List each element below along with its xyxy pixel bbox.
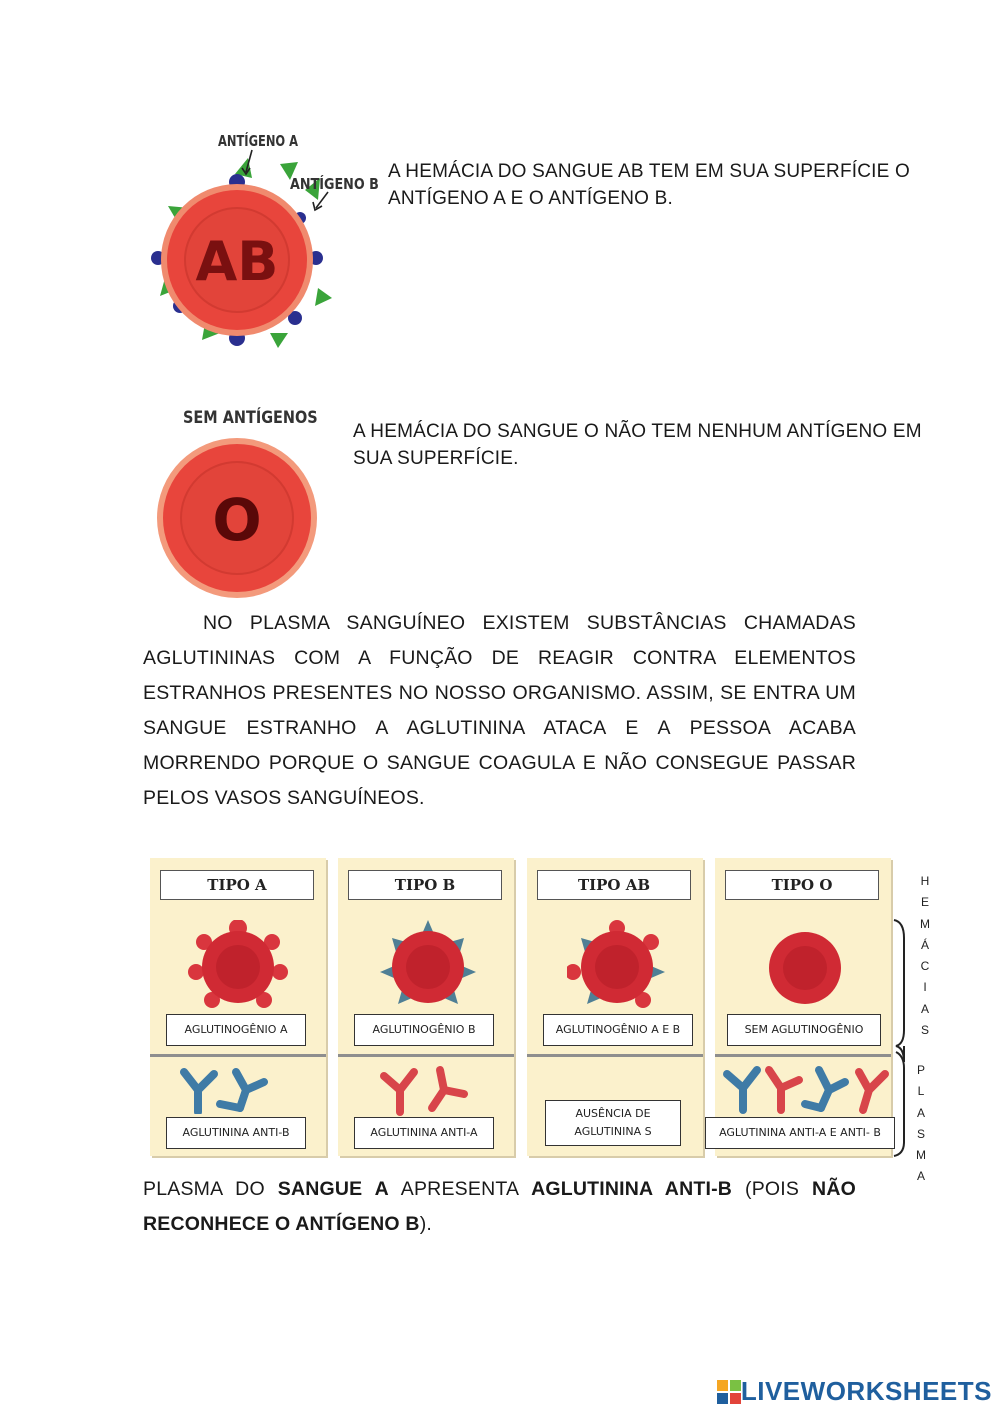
antigen-a-label: ANTÍGENO A xyxy=(218,132,299,150)
side-brackets xyxy=(892,918,908,1158)
side-letter: L xyxy=(917,1084,925,1099)
tipo-a-cell-icon xyxy=(188,920,288,1010)
tipo-b-agglutinin: AGLUTININA ANTI-A xyxy=(354,1117,494,1149)
tipo-ab-agglutinin: AUSÊNCIA DE AGLUTININA S xyxy=(545,1100,681,1146)
o-cell-figure xyxy=(155,436,320,601)
hemacias-side-label xyxy=(915,871,935,1041)
logo-text: LIVEWORKSHEETS xyxy=(740,1376,992,1406)
tipo-ab-title: TIPO AB xyxy=(537,870,691,900)
panel-divider xyxy=(527,1054,703,1057)
ab-cell-description: A HEMÁCIA DO SANGUE AB TEM EM SUA SUPERFÍCIE O ANTÍGENO A E O ANTÍGENO B. xyxy=(388,161,910,209)
anti-a-antibody-icon xyxy=(378,1064,468,1116)
antigen-b-label: ANTÍGENO B xyxy=(290,175,379,193)
tipo-a-agglutinogen: AGLUTINOGÊNIO A xyxy=(166,1014,306,1046)
side-letter: P xyxy=(916,1063,925,1077)
side-letter: C xyxy=(920,959,930,974)
summary-text: APRESENTA xyxy=(388,1178,532,1200)
side-letter: I xyxy=(923,980,927,995)
summary-bold: SANGUE A xyxy=(277,1178,389,1200)
tipo-a-agglutinin: AGLUTININA ANTI-B xyxy=(166,1117,306,1149)
side-letter: E xyxy=(920,895,929,910)
summary-text: (POIS xyxy=(732,1178,813,1200)
panel-tipo-a xyxy=(150,858,326,1156)
tipo-o-cell-icon xyxy=(765,928,845,1008)
plasma-side-label xyxy=(911,1060,931,1188)
tipo-ab-cell-icon xyxy=(567,920,667,1010)
tipo-b-cell-icon xyxy=(378,920,478,1010)
summary-bold: AGLUTININA ANTI-B xyxy=(531,1178,733,1200)
panel-divider xyxy=(150,1054,326,1057)
side-letter: A xyxy=(920,1001,929,1016)
aglutinina-paragraph: NO PLASMA SANGUÍNEO EXISTEM SUBSTÂNCIAS CHAMADAS AGLUTININAS COM A FUNÇÃO DE REAGIR CONTRA ELEMENTOS ESTRANHOS PRESENTES NO NOSSO ORGANISMO. ASSIM, SE ENTRA UM SANGUE ESTRANHO A AGLUTININA ATACA E A PESSOA ACABA MORRENDO PORQUE O SANGUE COAGULA E NÃO CONSEGUE PASSAR PELOS VASOS SANGUÍNEOS. xyxy=(143,612,856,809)
summary-sentence xyxy=(143,1172,856,1242)
tipo-a-title: TIPO A xyxy=(160,870,314,900)
tipo-o-agglutinogen: SEM AGLUTINOGÊNIO xyxy=(727,1014,881,1046)
ab-cell-illustration xyxy=(140,128,380,358)
logo-grid-icon xyxy=(717,1380,741,1404)
anti-a-and-anti-b-antibody-icon xyxy=(721,1062,891,1116)
side-letter: M xyxy=(916,1148,926,1163)
side-letter: H xyxy=(920,874,930,888)
o-cell-illustration xyxy=(155,436,320,601)
side-letter: M xyxy=(920,916,930,931)
summary-text: ). xyxy=(419,1213,433,1235)
tipo-ab-agglutinogen: AGLUTINOGÊNIO A E B xyxy=(543,1014,693,1046)
tipo-b-agglutinogen: AGLUTINOGÊNIO B xyxy=(354,1014,494,1046)
tipo-o-agglutinin: AGLUTININA ANTI-A E ANTI- B xyxy=(705,1117,895,1149)
liveworksheets-logo[interactable] xyxy=(717,1376,992,1407)
panel-divider xyxy=(715,1054,891,1057)
o-cell-description: A HEMÁCIA DO SANGUE O NÃO TEM NENHUM ANTÍGENO EM SUA SUPERFÍCIE. xyxy=(353,421,922,469)
anti-b-antibody-icon xyxy=(180,1064,270,1114)
tipo-o-title: TIPO O xyxy=(725,870,879,900)
panel-tipo-b xyxy=(338,858,514,1156)
panel-divider xyxy=(338,1054,514,1057)
ab-cell-text: AB xyxy=(195,230,279,293)
panel-tipo-o xyxy=(715,858,891,1156)
side-letter: A xyxy=(916,1169,925,1184)
summary-bold: NÃO RECONHECE O ANTÍGENO B xyxy=(143,1178,856,1235)
o-cell-label: SEM ANTÍGENOS xyxy=(183,408,318,428)
side-letter: S xyxy=(916,1126,925,1141)
ab-cell-figure xyxy=(140,128,380,358)
side-letter: A xyxy=(916,1105,925,1120)
side-letter: S xyxy=(920,1023,929,1038)
tipo-b-title: TIPO B xyxy=(348,870,502,900)
summary-text: PLASMA DO xyxy=(143,1178,278,1200)
side-letter: Á xyxy=(920,937,929,952)
o-cell-text: O xyxy=(212,486,262,554)
panel-tipo-ab xyxy=(527,858,703,1156)
